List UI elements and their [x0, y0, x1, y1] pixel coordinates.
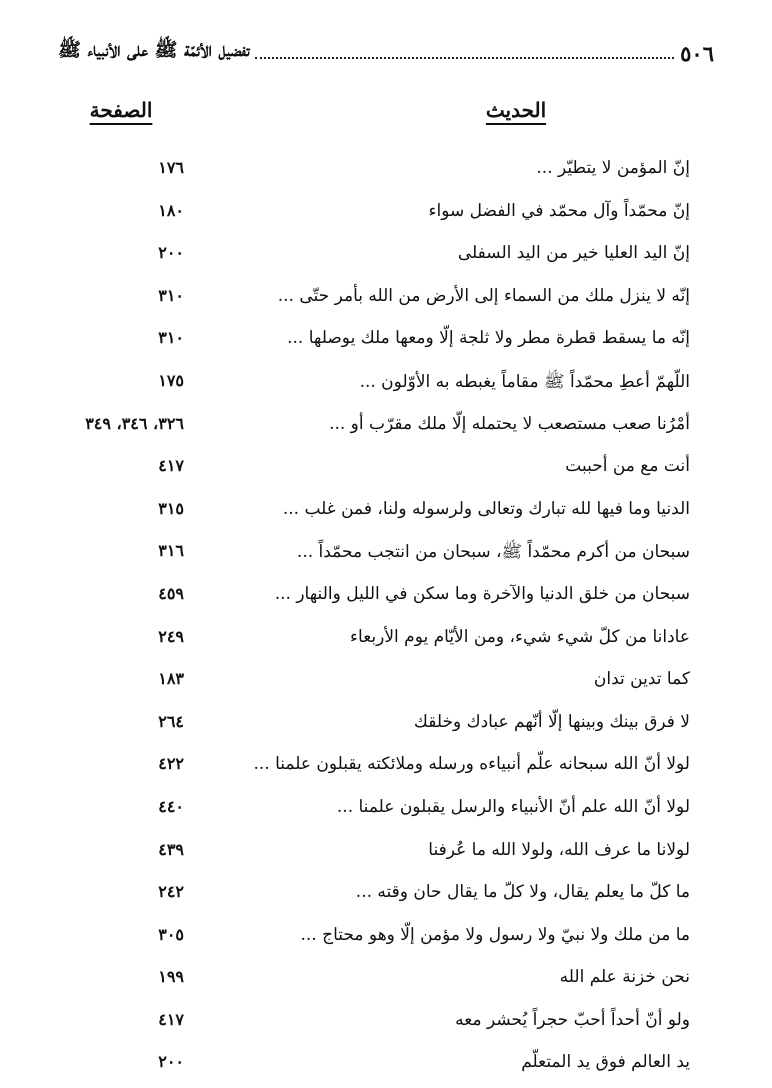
hadith-text: إنّ محمّداً وآل محمّد في الفضل سواء [428, 200, 690, 221]
hadith-text: كما تدين تدان [593, 669, 690, 690]
hadith-text: ولو أنّ أحداً أحبّ حجراً يُحشر معه [455, 1009, 690, 1030]
page-reference: ٢٠٠ [158, 1052, 184, 1072]
page-reference: ٤٥٩ [158, 583, 184, 603]
page-reference: ١٧٦ [158, 158, 184, 177]
page-reference: ٣١٠ [158, 285, 184, 305]
page-reference: ٢٤٢ [158, 882, 184, 902]
page-reference: ٣١٦ [158, 541, 184, 561]
index-list [0, 150, 772, 1087]
index-row [0, 619, 772, 662]
page-reference: ٣٠٥ [158, 924, 184, 944]
index-row [0, 363, 772, 406]
page-number: ٥٠٦ [680, 41, 714, 66]
page-reference: ١٩٩ [158, 967, 184, 987]
index-row [0, 746, 772, 789]
page-reference: ٤٤٠ [158, 796, 184, 816]
hadith-text: إنّه لا ينزل ملك من السماء إلى الأرض من الله بأمر حتّى ... [277, 285, 690, 306]
page-reference: ١٨٣ [158, 669, 184, 689]
page-reference: ٢٦٤ [158, 711, 184, 731]
index-row [0, 235, 772, 278]
column-header-hadith: الحديث [485, 98, 547, 122]
index-row [0, 576, 772, 619]
index-row [0, 533, 772, 576]
page-reference: ٤١٧ [158, 1009, 184, 1029]
hadith-text: لولانا ما عرف الله، ولولا الله ما عُرفنا [428, 839, 690, 860]
hadith-text: إنّه ما يسقط قطرة مطر ولا ثلجة إلّا ومعها ملك يوصلها ... [287, 328, 690, 349]
hadith-text: نحن خزنة علم الله [559, 967, 690, 988]
index-row [0, 448, 772, 491]
index-row [0, 874, 772, 917]
hadith-text: الدنيا وما فيها لله تبارك وتعالى ولرسوله ولنا، فمن غلب ... [282, 498, 690, 519]
page-reference: ٤٢٢ [158, 754, 184, 774]
page-reference: ١٨٠ [158, 200, 184, 220]
page-reference: ٢٤٩ [158, 626, 184, 646]
index-row [0, 150, 772, 193]
page-reference: ٣١٠ [158, 328, 184, 348]
index-row [0, 704, 772, 747]
page-reference: ١٧٥ [158, 370, 184, 390]
hadith-text: سبحان من خلق الدنيا والآخرة وما سكن في الليل والنهار ... [274, 583, 690, 604]
hadith-text: أنت مع من أحببت [565, 456, 690, 477]
hadith-text: عادانا من كلّ شيء شيء، ومن الأيّام يوم الأربعاء [350, 626, 690, 647]
hadith-text: لا فرق بينك وبينها إلّا أنّهم عبادك وخلقك [413, 711, 690, 732]
index-row [0, 278, 772, 321]
column-header-page: الصفحة [89, 98, 153, 122]
index-row [0, 1002, 772, 1045]
leader-dots [255, 57, 674, 59]
hadith-text: إنّ المؤمن لا يتطيّر ... [536, 158, 690, 178]
index-row [0, 959, 772, 1002]
page-reference: ٤١٧ [158, 456, 184, 476]
index-row [0, 832, 772, 875]
index-row [0, 661, 772, 704]
hadith-text: أمْرُنا صعب مستصعب لا يحتمله إلّا ملك مقرّب أو ... [329, 413, 690, 434]
hadith-text: يد العالم فوق يد المتعلّم [521, 1052, 690, 1073]
hadith-text: لولا أنّ الله علم أنّ الأنبياء والرسل يقبلون علمنا ... [336, 796, 690, 817]
running-head [58, 30, 714, 66]
page-reference: ٤٣٩ [158, 839, 184, 859]
index-row [0, 193, 772, 236]
hadith-text: اللّهمّ أعطِ محمّداً ﷺ مقاماً يغبطه به الأوّلون ... [359, 371, 690, 392]
index-row [0, 491, 772, 534]
page-reference: ٣١٥ [158, 498, 184, 518]
hadith-text: ما كلّ ما يعلم يقال، ولا كلّ ما يقال حان وقته ... [355, 882, 690, 903]
hadith-text: لولا أنّ الله سبحانه علّم أنبياءه ورسله وملائكته يقبلون علمنا ... [253, 754, 690, 775]
index-row [0, 917, 772, 960]
running-title: تفضيل الأئمّة ﷺ على الأنبياء ﷺ [58, 39, 250, 61]
hadith-text: ما من ملك ولا نبيّ ولا رسول ولا مؤمن إلّا وهو محتاج ... [300, 924, 690, 945]
page-reference: ٣٢٦، ٣٤٦، ٣٤٩ [85, 413, 184, 433]
index-row [0, 1044, 772, 1087]
hadith-text: إنّ اليد العليا خير من اليد السفلى [457, 243, 690, 264]
index-row [0, 320, 772, 363]
hadith-text: سبحان من أكرم محمّداً ﷺ، سبحان من انتجب محمّداً ... [296, 542, 690, 563]
page-reference: ٢٠٠ [158, 243, 184, 263]
index-row [0, 789, 772, 832]
index-row [0, 406, 772, 449]
